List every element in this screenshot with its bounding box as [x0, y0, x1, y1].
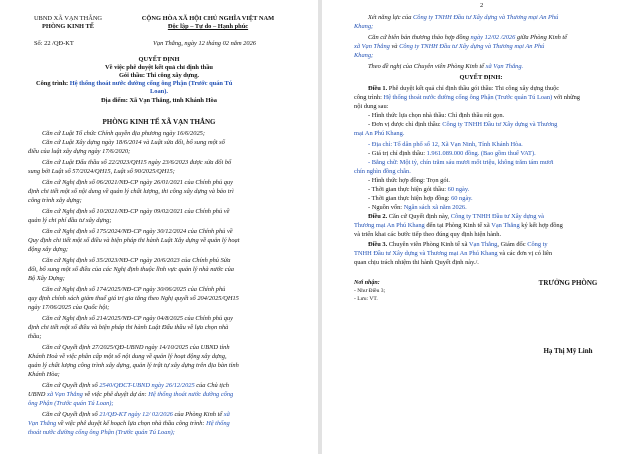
p2-line: quan chịu trách nhiệm thi hành Quyết định này./.	[354, 259, 479, 266]
legal-line: Căn cứ Nghị định số 175/2024/NĐ-CP ngày 30/12/2024 của Chính phủ về	[42, 228, 233, 235]
legal-line: định chi tiết một số nội dung về quản lý chất lượng, thi công xây dựng và bảo trì	[28, 188, 234, 195]
p2-line: Theo đề nghị của Chuyên viên Phòng Kinh tế xã Vạn Thắng.	[368, 63, 524, 70]
legal-line: quản lý chi phí đầu tư xây dựng;	[28, 217, 112, 224]
p2-line: Xét năng lực của Công ty TNHH Đầu tư Xây dựng và Thương mại An Phú	[368, 14, 559, 21]
p2-line: mại An Phú Khang.	[354, 130, 405, 137]
decision-title: QUYẾT ĐỊNH	[138, 56, 180, 63]
legal-line-plan-decision: Căn cứ Quyết định số 21/QĐ-KT ngày 12/ 02/2026 của Phòng Kinh tế xã	[42, 411, 230, 418]
legal-line: Căn cứ Nghị định số 35/2023/NĐ-CP ngày 20/6/2023 của Chính phủ Sửa	[42, 257, 231, 264]
legal-line: quy định chính sách giảm thuế giá trị gia tăng theo Nghị quyết số 204/2025/QH15	[28, 295, 239, 302]
decision-subject: Về việc phê duyệt kết quả chỉ định thầu	[105, 64, 213, 71]
legal-line: Căn cứ Luật Tổ chức Chính quyền địa phương ngày 16/6/2025;	[42, 130, 205, 137]
document-number: Số: 22 /QĐ-KT	[34, 40, 74, 47]
issuer-heading: PHÒNG KINH TẾ XÃ VẠN THẮNG	[102, 118, 216, 126]
department-name: PHÒNG KINH TẾ	[41, 23, 95, 30]
recipient-item: - Lưu: VT.	[354, 296, 378, 302]
p2-line: chín nghìn đồng chẵn.	[354, 168, 411, 175]
issue-date: Vạn Thắng, ngày 12 tháng 02 năm 2026	[153, 40, 256, 47]
legal-line: Căn cứ Nghị định số 10/2021/NĐ-CP ngày 09/02/2021 của Chính phủ về	[42, 208, 230, 215]
legal-line: Khánh Hòa;	[28, 371, 60, 378]
p2-line: TNHH Đầu tư Xây dựng và Thương mại An Phú Khang và các đơn vị có liên	[354, 250, 553, 257]
contractor-address: - Địa chỉ: Tổ dân phố số 12, Xã Vạn Ninh, Tỉnh Khánh Hòa.	[368, 141, 523, 148]
legal-line: đổi, bổ sung một số điều của các Nghị định thuộc lĩnh vực quản lý nhà nước của	[28, 266, 234, 273]
project-location: Địa điểm: Xã Vạn Thắng, tỉnh Khánh Hòa	[101, 97, 217, 104]
legal-line: Căn cứ Nghị định số 214/2025/NĐ-CP ngày 04/8/2025 của Chính phủ quy	[42, 315, 234, 322]
legal-line: Khánh Hoà về việc phân cấp một số nội dung về quản lý hoạt động xây dựng,	[28, 353, 227, 360]
legal-line: Căn cứ Nghị định số 174/2025/NĐ-CP ngày 30/06/2025 của Chính phủ	[42, 286, 226, 293]
package-name: Gói thầu: Thi công xây dựng.	[118, 72, 200, 79]
contract-value: - Giá trị chỉ định thầu: 1.961.089.000 đồng. (Bao gồm thuế VAT).	[368, 150, 536, 157]
legal-line: Căn cứ Luật Xây dựng ngày 18/6/2014 và Luật sửa đổi, bổ sung một số	[42, 139, 225, 146]
legal-line: Vạn Thắng về việc phê duyệt kế hoạch lựa chọn nhà thầu công trình: Hệ thống	[28, 420, 230, 427]
article-3: Điều 3. Chuyên viên Phòng Kinh tế xã Vạn Thắng, Giám đốc Công ty	[368, 241, 548, 248]
package-duration: - Thời gian thực hiện gói thầu: 60 ngày.	[368, 186, 470, 193]
page-number: 2	[480, 2, 484, 9]
legal-line: ngày 17/06/2025 của Quốc hội;	[28, 304, 110, 311]
value-in-words: - Bằng chữ: Một tỷ, chín trăm sáu mươi mốt triệu, không trăm tám mươi	[368, 159, 554, 166]
legal-line: công trình xây dựng;	[28, 197, 82, 204]
p2-line: Khang;	[354, 52, 374, 59]
signer-name: Hạ Thị Mỹ Linh	[543, 347, 593, 355]
recipients-title: Nơi nhận:	[354, 280, 380, 286]
legal-line: Căn cứ Luật Đấu thầu số 22/2023/QH15 ngày 23/6/2023 được sửa đổi bổ	[42, 159, 232, 166]
p2-line: công trình: Hệ thống thoát nước đường cống ông Phận (Trước quán Tú Loan) với những	[354, 94, 580, 101]
legal-line-project-decision: Căn cứ Quyết định số 2540/QĐCT-UBND ngày 26/12/2025 của Chủ tịch	[42, 382, 229, 389]
selection-method: - Hình thức lựa chọn nhà thầu: Chỉ định thầu rút gọn.	[368, 112, 505, 119]
legal-line: thoát nước đường cống ông Phận (Trước quán Tú Loan);	[28, 429, 175, 436]
legal-line: quản lý chất lượng công trình xây dựng, quản lý trật tự xây dựng trên địa bàn tỉnh	[28, 362, 239, 369]
legal-line: sung bởi Luật số 57/2024/QH15, Luật số 90/2025/QH15;	[28, 168, 175, 175]
signer-title: TRƯỞNG PHÒNG	[538, 279, 598, 287]
recipient-item: - Như Điều 3;	[354, 288, 386, 294]
funding-source: - Nguồn vốn: Ngân sách xã năm 2026.	[368, 204, 467, 211]
legal-line: điều của luật xây dựng ngày 17/6/2020;	[28, 148, 131, 155]
legal-line: UBND xã Vạn Thắng về việc phê duyệt dự án: Hệ thống thoát nước đường cống	[28, 391, 234, 398]
contractor-line: - Đơn vị được chỉ định thầu: Công ty TNHH Đầu tư Xây dựng và Thương	[368, 121, 558, 128]
legal-line: Căn cứ Nghị định số 06/2021/NĐ-CP ngày 26/01/2021 của Chính phủ quy	[42, 179, 234, 186]
project-name: Hệ thống thoát nước đường cống ông Phận (Trước quán Tú	[69, 80, 233, 87]
national-motto: Độc lập – Tự do – Hạnh phúc	[167, 23, 249, 30]
document-page-1	[0, 0, 318, 454]
contract-duration: - Thời gian thực hiện hợp đồng: 60 ngày.	[368, 195, 473, 202]
legal-line: động xây dựng;	[28, 246, 69, 253]
p2-line: nội dung sau:	[354, 103, 389, 110]
legal-line: ông Phận (Trước quán Tú Loan);	[28, 400, 114, 407]
decides-heading: QUYẾT ĐỊNH:	[459, 74, 503, 81]
p2-line: xã Vạn Thắng và Công ty TNHH Đầu tư Xây dựng và Thương mại An Phú	[354, 43, 545, 50]
legal-line: Căn cứ Quyết định 27/2025/QĐ-UBND ngày 14/10/2025 của UBND tỉnh	[42, 344, 230, 351]
legal-line: Quy định chi tiết một số điều và biện pháp thi hành Luật Xây dựng về quản lý hoạt	[28, 237, 240, 244]
p2-line: và triển khai các bước tiếp theo đúng quy định hiện hành.	[354, 231, 502, 238]
document-page-2	[322, 0, 640, 454]
project-line: Công trình: Hệ thống thoát nước đường cống ông Phận (Trước quán Tú	[36, 80, 233, 87]
contract-type: - Hình thức hợp đồng: Trọn gói.	[368, 177, 450, 184]
article-2: Điều 2. Căn cứ Quyết định này, Công ty TNHH Đầu tư Xây dựng và	[368, 213, 545, 220]
legal-line: định chi tiết một số điều và biện pháp thi hành Luật Đấu thầu về lựa chọn nhà	[28, 324, 229, 331]
p2-line: Căn cứ biên bản thương thảo hợp đồng ngày 12/02 /2026 giữa Phòng Kinh tế	[368, 34, 568, 41]
project-name-cont: Loan).	[150, 88, 168, 95]
p2-line: Thương mại An Phú Khang đến tại Phòng Kinh tế xã Vạn Thắng ký kết hợp đồng	[354, 222, 563, 229]
agency-name: UBND XÃ VẠN THẮNG	[33, 15, 103, 22]
legal-line: Bộ Xây Dựng;	[28, 275, 65, 282]
article-1: Điều 1. Phê duyệt kết quả chỉ định thầu gói thầu: Thi công xây dựng thuộc	[368, 85, 560, 92]
p2-line: Khang;	[354, 23, 374, 30]
legal-line: thầu;	[28, 333, 42, 340]
national-title: CỘNG HÒA XÃ HỘI CHỦ NGHĨA VIỆT NAM	[141, 15, 275, 22]
